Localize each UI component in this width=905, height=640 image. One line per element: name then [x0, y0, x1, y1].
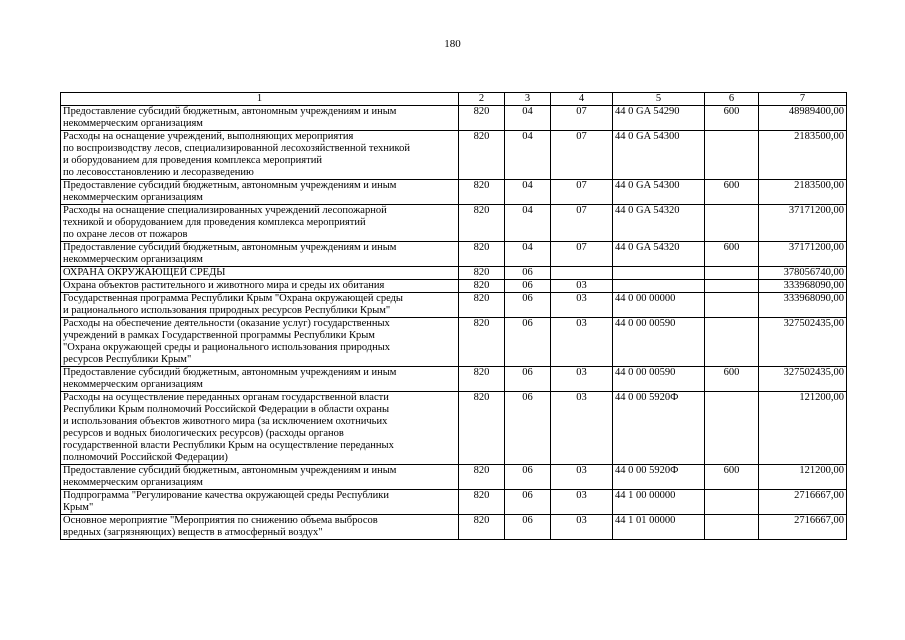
row-ministry-code: 820 [459, 465, 505, 490]
row-description: Подпрограмма "Регулирование качества окружающей среды Республики Крым" [61, 490, 459, 515]
row-amount: 121200,00 [759, 392, 847, 465]
table-row [61, 293, 847, 318]
row-section-code: 04 [505, 180, 551, 205]
row-target-article: 44 1 00 00000 [613, 490, 705, 515]
row-expense-type [705, 490, 759, 515]
row-subsection-code: 03 [551, 465, 613, 490]
row-expense-type [705, 515, 759, 540]
row-amount: 2716667,00 [759, 515, 847, 540]
row-ministry-code: 820 [459, 180, 505, 205]
row-ministry-code: 820 [459, 267, 505, 280]
row-amount: 2183500,00 [759, 131, 847, 180]
row-section-code: 06 [505, 280, 551, 293]
row-expense-type: 600 [705, 180, 759, 205]
column-header: 6 [705, 93, 759, 106]
table-row [61, 131, 847, 180]
row-expense-type [705, 131, 759, 180]
table-row [61, 267, 847, 280]
column-header: 7 [759, 93, 847, 106]
row-section-code: 06 [505, 293, 551, 318]
row-amount: 2183500,00 [759, 180, 847, 205]
row-section-code: 06 [505, 267, 551, 280]
row-expense-type [705, 392, 759, 465]
row-section-code: 06 [505, 465, 551, 490]
row-subsection-code: 03 [551, 367, 613, 392]
row-subsection-code: 03 [551, 515, 613, 540]
row-amount: 37171200,00 [759, 242, 847, 267]
table-row [61, 490, 847, 515]
row-target-article: 44 0 GA 54290 [613, 106, 705, 131]
column-header: 2 [459, 93, 505, 106]
table-row [61, 242, 847, 267]
row-ministry-code: 820 [459, 318, 505, 367]
row-amount: 121200,00 [759, 465, 847, 490]
row-target-article [613, 267, 705, 280]
row-description: Охрана объектов растительного и животного мира и среды их обитания [61, 280, 459, 293]
row-description: Предоставление субсидий бюджетным, автономным учреждениям и иным некоммерческим организациям [61, 242, 459, 267]
table-row [61, 106, 847, 131]
table-row [61, 280, 847, 293]
row-section-code: 04 [505, 106, 551, 131]
row-amount: 327502435,00 [759, 367, 847, 392]
column-header: 3 [505, 93, 551, 106]
row-description: Основное мероприятие "Мероприятия по снижению объема выбросов вредных (загрязняющих) веществ в атмосферный воздух" [61, 515, 459, 540]
row-section-code: 04 [505, 242, 551, 267]
row-amount: 333968090,00 [759, 293, 847, 318]
row-ministry-code: 820 [459, 205, 505, 242]
row-subsection-code: 07 [551, 131, 613, 180]
row-section-code: 06 [505, 367, 551, 392]
row-target-article: 44 0 GA 54320 [613, 242, 705, 267]
row-description: Государственная программа Республики Крым "Охрана окружающей среды и рационального использования природных ресурсов Республики Крым" [61, 293, 459, 318]
row-expense-type: 600 [705, 367, 759, 392]
table-row [61, 367, 847, 392]
row-section-code: 06 [505, 490, 551, 515]
row-ministry-code: 820 [459, 242, 505, 267]
column-header: 4 [551, 93, 613, 106]
row-target-article: 44 1 01 00000 [613, 515, 705, 540]
row-ministry-code: 820 [459, 490, 505, 515]
row-section-code: 06 [505, 515, 551, 540]
row-target-article: 44 0 00 00590 [613, 367, 705, 392]
row-amount: 378056740,00 [759, 267, 847, 280]
row-description: Предоставление субсидий бюджетным, автономным учреждениям и иным некоммерческим организациям [61, 465, 459, 490]
row-expense-type [705, 318, 759, 367]
table-row [61, 515, 847, 540]
row-expense-type: 600 [705, 465, 759, 490]
row-expense-type [705, 280, 759, 293]
table-row [61, 392, 847, 465]
row-subsection-code: 07 [551, 205, 613, 242]
row-ministry-code: 820 [459, 131, 505, 180]
row-target-article: 44 0 00 5920Ф [613, 465, 705, 490]
budget-table [60, 92, 847, 540]
table-row [61, 465, 847, 490]
row-target-article: 44 0 00 5920Ф [613, 392, 705, 465]
row-amount: 48989400,00 [759, 106, 847, 131]
row-description: Предоставление субсидий бюджетным, автономным учреждениям и иным некоммерческим организациям [61, 106, 459, 131]
row-ministry-code: 820 [459, 106, 505, 131]
table-row [61, 180, 847, 205]
row-section-code: 04 [505, 205, 551, 242]
row-expense-type [705, 293, 759, 318]
row-section-code: 06 [505, 318, 551, 367]
row-section-code: 06 [505, 392, 551, 465]
row-description: Предоставление субсидий бюджетным, автономным учреждениям и иным некоммерческим организациям [61, 367, 459, 392]
column-header: 1 [61, 93, 459, 106]
row-description: ОХРАНА ОКРУЖАЮЩЕЙ СРЕДЫ [61, 267, 459, 280]
row-amount: 37171200,00 [759, 205, 847, 242]
row-target-article: 44 0 GA 54300 [613, 180, 705, 205]
row-ministry-code: 820 [459, 515, 505, 540]
row-subsection-code [551, 267, 613, 280]
row-section-code: 04 [505, 131, 551, 180]
row-expense-type [705, 205, 759, 242]
row-ministry-code: 820 [459, 367, 505, 392]
row-subsection-code: 03 [551, 392, 613, 465]
row-subsection-code: 07 [551, 180, 613, 205]
row-description: Расходы на оснащение учреждений, выполняющих мероприятия по воспроизводству лесов, специализированной лесохозяйственной техникой и оборудованием для проведения комплекса мероприятий по лесовосстановлению и лесоразведению [61, 131, 459, 180]
column-header: 5 [613, 93, 705, 106]
row-subsection-code: 03 [551, 318, 613, 367]
row-amount: 333968090,00 [759, 280, 847, 293]
row-amount: 327502435,00 [759, 318, 847, 367]
row-target-article: 44 0 00 00590 [613, 318, 705, 367]
row-ministry-code: 820 [459, 293, 505, 318]
row-subsection-code: 07 [551, 242, 613, 267]
row-target-article: 44 0 00 00000 [613, 293, 705, 318]
row-ministry-code: 820 [459, 280, 505, 293]
row-description: Предоставление субсидий бюджетным, автономным учреждениям и иным некоммерческим организациям [61, 180, 459, 205]
table-row [61, 205, 847, 242]
row-expense-type: 600 [705, 242, 759, 267]
row-expense-type [705, 267, 759, 280]
row-target-article: 44 0 GA 54300 [613, 131, 705, 180]
row-target-article: 44 0 GA 54320 [613, 205, 705, 242]
row-description: Расходы на обеспечение деятельности (оказание услуг) государственных учреждений в рамках Государственной программы Республики Крым "Охрана окружающей среды и рационального использования природных ресурсов Республики Крым" [61, 318, 459, 367]
row-description: Расходы на осуществление переданных органам государственной власти Республики Крым полномочий Российской Федерации в области охраны и использования объектов животного мира (за исключением охотничьих ресурсов и водных биологических ресурсов) (расходы органов государственной власти Республики Крым на осуществление переданных полномочий Российской Федерации) [61, 392, 459, 465]
row-subsection-code: 07 [551, 106, 613, 131]
table-row [61, 318, 847, 367]
row-amount: 2716667,00 [759, 490, 847, 515]
header-row [61, 93, 847, 106]
row-description: Расходы на оснащение специализированных учреждений лесопожарной техникой и оборудованием для проведения комплекса мероприятий по охране лесов от пожаров [61, 205, 459, 242]
row-subsection-code: 03 [551, 280, 613, 293]
row-target-article [613, 280, 705, 293]
row-expense-type: 600 [705, 106, 759, 131]
row-subsection-code: 03 [551, 490, 613, 515]
row-ministry-code: 820 [459, 392, 505, 465]
page-number: 180 [444, 38, 461, 50]
row-subsection-code: 03 [551, 293, 613, 318]
